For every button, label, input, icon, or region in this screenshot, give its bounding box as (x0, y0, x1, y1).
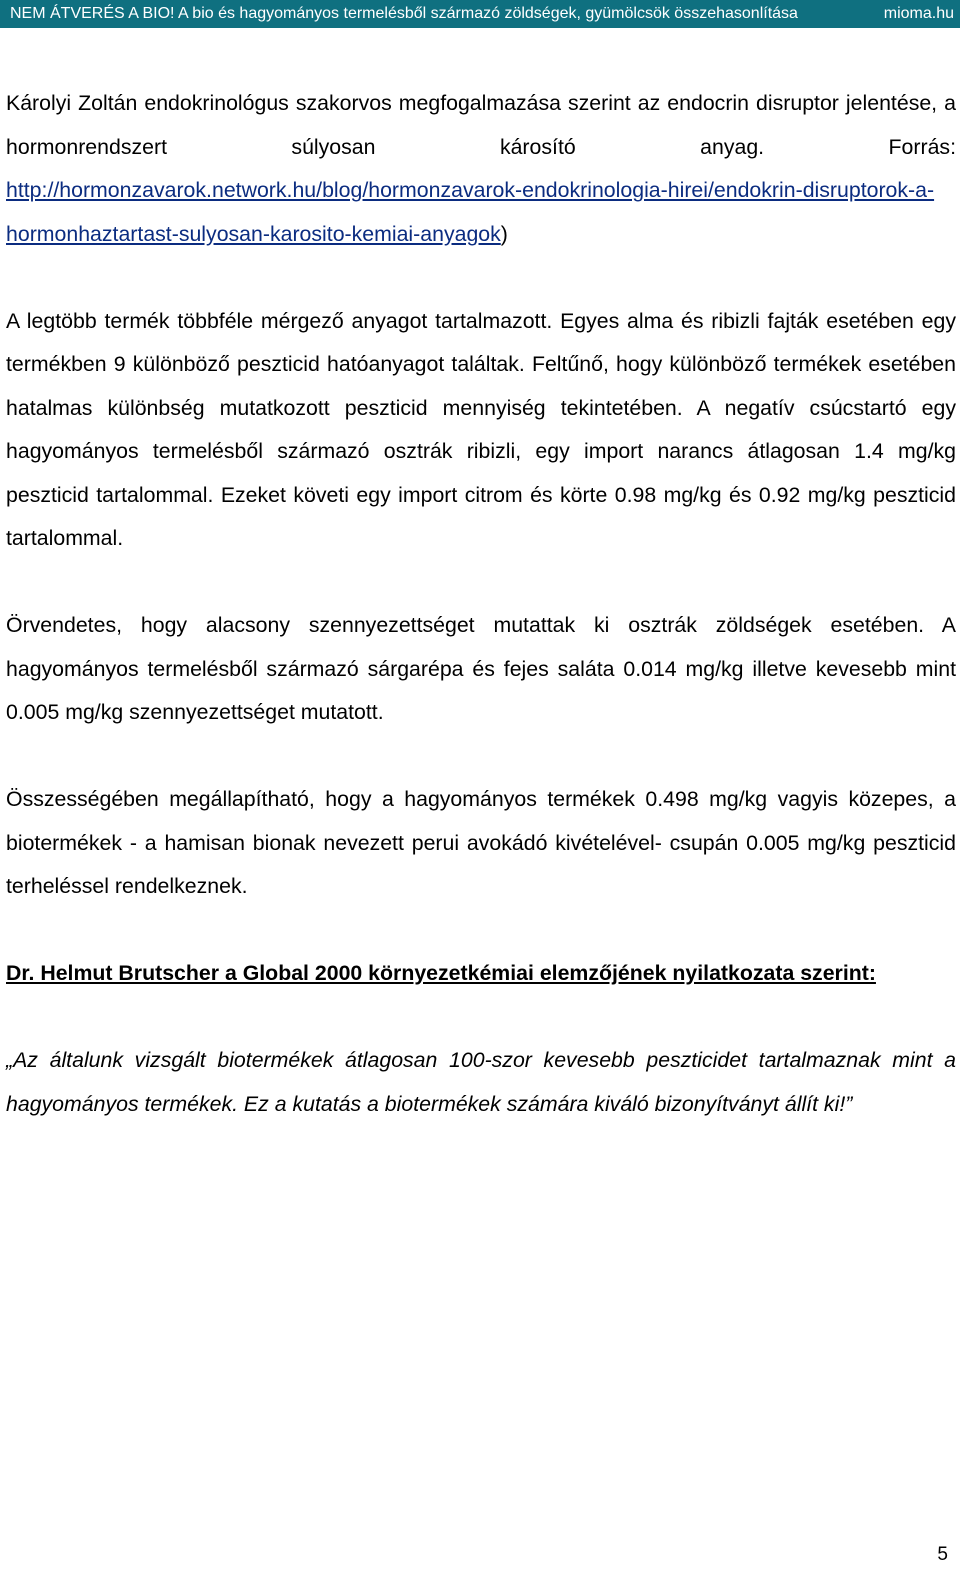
paragraph-vegetables: Örvendetes, hogy alacsony szennyezettséget mutattak ki osztrák zöldségek esetében. A hagyományos termelésből származó sárgarépa és fejes saláta 0.014 mg/kg illetve kevesebb mint 0.005 mg/kg szennyezettséget mutatott. (6, 613, 956, 724)
page-number: 5 (937, 1544, 948, 1565)
spacer (6, 909, 956, 953)
header-site: mioma.hu (883, 5, 954, 22)
page-header (0, 0, 960, 28)
paragraph-source-text: Károlyi Zoltán endokrinológus szakorvos megfogalmazása szerint az endocrin disruptor jelentése, a hormonrendszert súlyosan károsító anyag. Forrás: (6, 91, 956, 159)
spacer (6, 256, 956, 300)
spacer (6, 561, 956, 605)
document-body (6, 82, 956, 1126)
paragraph-source-end: ) (500, 221, 508, 246)
spacer (6, 735, 956, 779)
quote: „Az általunk vizsgált biotermékek átlagosan 100-szor kevesebb peszticidet tartalmaznak mint a hagyományos termékek. Ez a kutatás a biotermékek számára kiváló bizonyítványt állít ki!” (6, 1048, 956, 1116)
source-link[interactable]: http://hormonzavarok.network.hu/blog/hormonzavarok-endokrinologia-hirei/endokrin-disruptorok-a-hormonhaztartast-sulyosan-karosito-kemiai-anyagok (6, 178, 935, 246)
paragraph-pesticides: A legtöbb termék többféle mérgező anyagot tartalmazott. Egyes alma és ribizli fajták esetében egy termékben 9 különböző peszticid hatóanyagot találtak. Feltűnő, hogy különböző termékek esetében hatalmas különbség mutatkozott peszticid mennyiség tekintetében. A negatív csúcstartó egy hagyományos termelésből származó osztrák ribizli, egy import narancs átlagosan 1.4 mg/kg peszticid tartalommal. Ezeket követi egy import citrom és körte 0.98 mg/kg és 0.92 mg/kg peszticid tartalommal. (6, 308, 956, 550)
paragraph-summary: Összességében megállapítható, hogy a hagyományos termékek 0.498 mg/kg vagyis közepes, a biotermékek - a hamisan bionak nevezett perui avokádó kivételével- csupán 0.005 mg/kg peszticid terheléssel rendelkeznek. (6, 787, 956, 898)
paragraph-source (6, 82, 956, 256)
section-heading: Dr. Helmut Brutscher a Global 2000 környezetkémiai elemzőjének nyilatkozata szerint: (6, 961, 876, 985)
spacer (6, 996, 956, 1040)
header-title: NEM ÁTVERÉS A BIO! A bio és hagyományos termelésből származó zöldségek, gyümölcsök összehasonlítása (10, 5, 798, 22)
